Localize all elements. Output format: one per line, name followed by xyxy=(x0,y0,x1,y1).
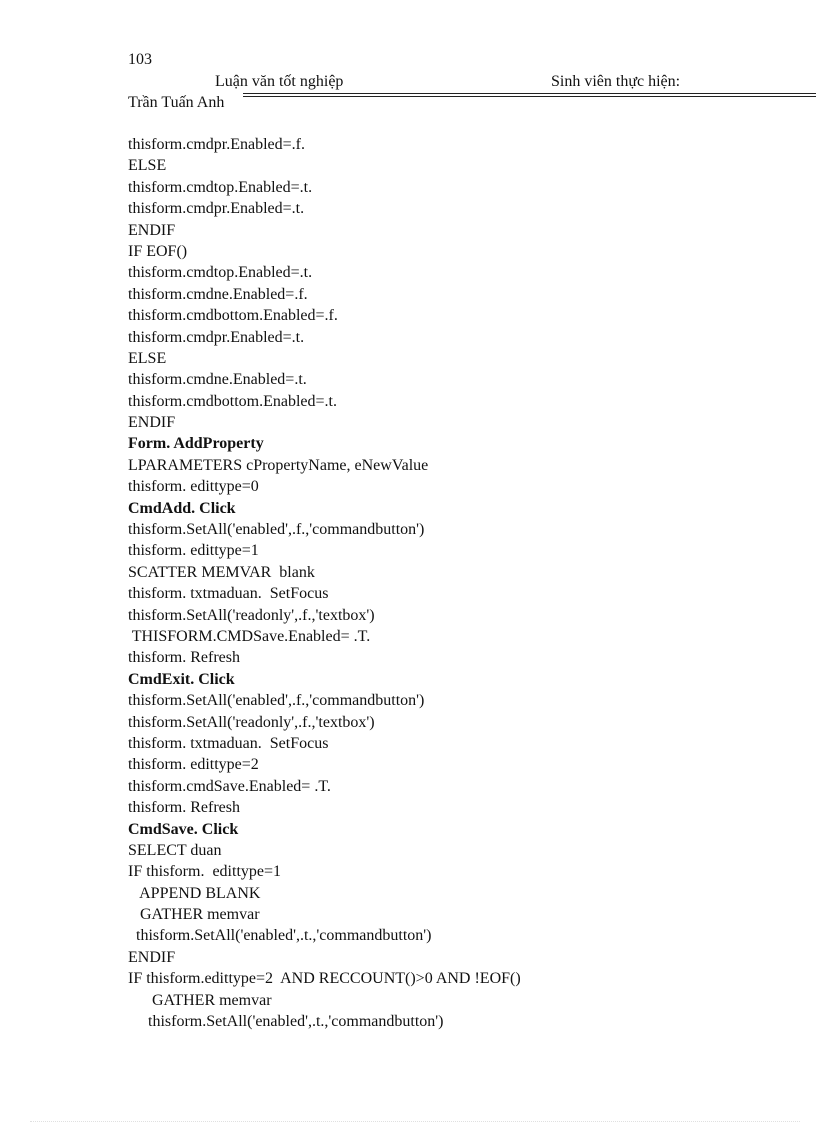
code-line: thisform.SetAll('enabled',.t.,'commandbutton') xyxy=(128,1013,444,1031)
code-line: ELSE xyxy=(128,157,167,175)
section-heading: Form. AddProperty xyxy=(128,435,264,453)
code-line: thisform.cmdne.Enabled=.t. xyxy=(128,371,307,389)
code-line: thisform.cmdpr.Enabled=.t. xyxy=(128,328,305,346)
code-line: SCATTER MEMVAR blank xyxy=(128,563,315,581)
code-line: thisform. edittype=1 xyxy=(128,542,259,560)
code-line: thisform.SetAll('readonly',.f.,'textbox') xyxy=(128,713,375,731)
code-line: IF thisform. edittype=1 xyxy=(128,863,282,881)
code-line: thisform. edittype=0 xyxy=(128,478,259,496)
code-line: thisform.cmdpr.Enabled=.t. xyxy=(128,200,305,218)
code-line: GATHER memvar xyxy=(128,906,260,924)
code-line: thisform.cmdbottom.Enabled=.t. xyxy=(128,392,337,410)
code-line: thisform.SetAll('readonly',.f.,'textbox') xyxy=(128,606,375,624)
code-line: thisform.cmdSave.Enabled= .T. xyxy=(128,777,331,795)
code-line: thisform. edittype=2 xyxy=(128,756,259,774)
code-line: ENDIF xyxy=(128,221,176,239)
code-line: thisform.cmdtop.Enabled=.t. xyxy=(128,178,313,196)
code-line: LPARAMETERS cPropertyName, eNewValue xyxy=(128,456,429,474)
code-line: thisform.SetAll('enabled',.f.,'commandbutton') xyxy=(128,692,425,710)
code-line: IF thisform.edittype=2 AND RECCOUNT()>0 AND !EOF() xyxy=(128,970,521,988)
code-line: GATHER memvar xyxy=(128,991,272,1009)
code-line: THISFORM.CMDSave.Enabled= .T. xyxy=(128,627,371,645)
section-heading: CmdAdd. Click xyxy=(128,499,236,517)
code-line: ENDIF xyxy=(128,948,176,966)
header-author-name: Trần Tuấn Anh xyxy=(128,94,225,111)
code-line: thisform.cmdne.Enabled=.f. xyxy=(128,285,308,303)
header-thesis-title: Luận văn tốt nghiệp xyxy=(215,73,344,90)
code-line: thisform.cmdbottom.Enabled=.f. xyxy=(128,307,338,325)
code-line: thisform.cmdpr.Enabled=.f. xyxy=(128,136,305,153)
code-line: thisform. txtmaduan. SetFocus xyxy=(128,734,329,752)
code-line: thisform.cmdtop.Enabled=.t. xyxy=(128,264,313,282)
code-listing xyxy=(128,134,808,1032)
header-double-rule xyxy=(243,93,816,97)
section-heading: CmdSave. Click xyxy=(128,820,239,838)
page-bottom-divider xyxy=(30,1121,800,1122)
code-line: IF EOF() xyxy=(128,242,188,260)
code-line: APPEND BLANK xyxy=(128,884,261,902)
section-heading: CmdExit. Click xyxy=(128,670,235,688)
code-line: SELECT duan xyxy=(128,841,222,859)
header-student-label: Sinh viên thực hiện: xyxy=(551,73,681,90)
code-line: thisform.SetAll('enabled',.t.,'commandbutton') xyxy=(128,927,432,945)
code-line: thisform.SetAll('enabled',.f.,'commandbutton') xyxy=(128,521,425,539)
code-line: thisform. Refresh xyxy=(128,649,240,667)
code-line: thisform. txtmaduan. SetFocus xyxy=(128,585,329,603)
page-number: 103 xyxy=(128,51,152,68)
code-line: ELSE xyxy=(128,349,167,367)
code-line: ENDIF xyxy=(128,414,176,432)
code-line: thisform. Refresh xyxy=(128,799,240,817)
